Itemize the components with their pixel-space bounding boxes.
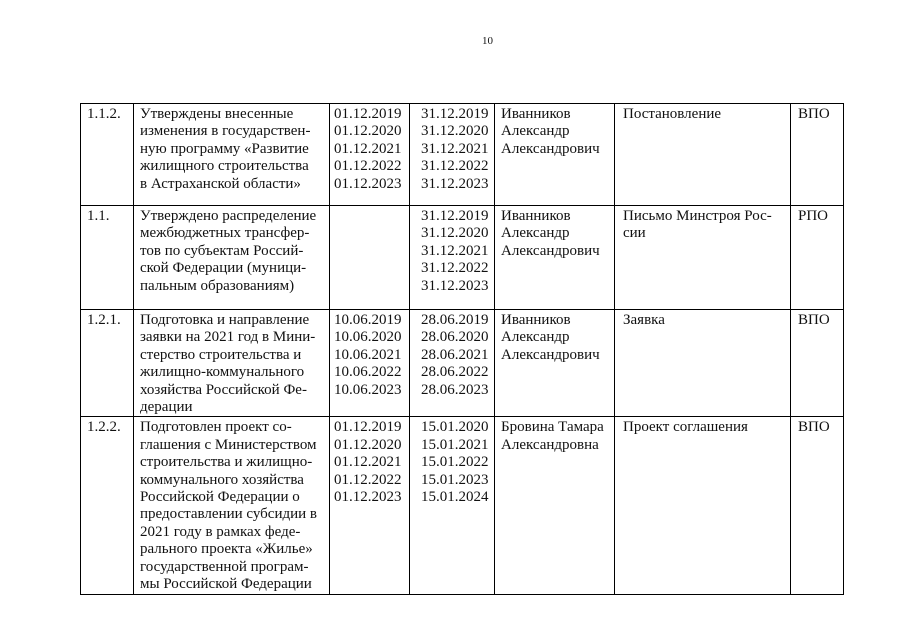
description-line: дерации	[140, 399, 193, 416]
description-line: пальным образованиям)	[140, 277, 295, 294]
description-line: ской Федерации (муници-	[140, 260, 307, 277]
start-date: 01.12.2019	[334, 106, 402, 122]
description-line: заявки на 2021 год в Мини-	[140, 329, 316, 346]
start-date: 01.12.2020	[334, 436, 402, 453]
start-date: 01.12.2021	[334, 140, 402, 157]
start-date: 01.12.2022	[334, 158, 402, 175]
item-number-cell	[81, 417, 134, 594]
document-cell	[615, 417, 791, 594]
end-date: 31.12.2022	[421, 158, 489, 175]
item-number-cell	[81, 206, 134, 310]
end-date: 31.12.2019	[421, 106, 489, 122]
start-dates-cell	[330, 417, 410, 594]
description-line: рального проекта «Жилье»	[140, 541, 313, 558]
description-line: тов по субъектам Россий-	[140, 242, 304, 259]
responsible-line: Иванников	[501, 208, 571, 224]
description-line: хозяйства Российской Фе-	[140, 381, 307, 398]
document-line: Постановление	[623, 106, 722, 122]
description-line: ную программу «Развитие	[140, 140, 309, 157]
responsible-line: Александр	[501, 329, 570, 346]
end-date: 15.01.2023	[421, 471, 489, 488]
end-date: 28.06.2021	[421, 346, 489, 363]
start-date: 10.06.2021	[334, 346, 402, 363]
end-date: 15.01.2022	[421, 454, 489, 471]
end-date: 15.01.2021	[421, 436, 489, 453]
responsible-cell	[495, 206, 615, 310]
end-dates-cell	[410, 104, 495, 206]
item-number: 1.1.	[87, 208, 110, 224]
item-number: 1.2.2.	[87, 419, 121, 436]
end-date: 31.12.2023	[421, 175, 489, 192]
end-date: 31.12.2022	[421, 260, 489, 277]
end-date: 31.12.2020	[421, 225, 489, 242]
document-type: РПО	[798, 208, 829, 224]
description-line: межбюджетных трансфер-	[140, 225, 310, 242]
document-type: ВПО	[798, 312, 830, 328]
description-line: жилищного строительства	[140, 158, 309, 175]
description-cell	[134, 206, 330, 310]
description-line: Утверждены внесенные	[140, 106, 294, 122]
start-date: 01.12.2021	[334, 454, 402, 471]
end-date: 28.06.2023	[421, 381, 489, 398]
responsible-line: Александрович	[501, 140, 600, 157]
end-date: 31.12.2023	[421, 277, 489, 294]
table-row	[81, 206, 844, 310]
start-dates-cell	[330, 310, 410, 417]
responsible-line: Александр	[501, 123, 570, 140]
item-number-cell	[81, 104, 134, 206]
description-cell	[134, 417, 330, 594]
start-dates-cell	[330, 104, 410, 206]
document-cell	[615, 310, 791, 417]
description-line: предоставлении субсидии в	[140, 506, 318, 523]
description-line: глашения с Министерством	[140, 436, 317, 453]
start-date: 10.06.2022	[334, 364, 402, 381]
end-date: 28.06.2019	[421, 312, 489, 328]
end-date: 28.06.2020	[421, 329, 489, 346]
description-line: Подготовлен проект со-	[140, 419, 292, 436]
start-date: 10.06.2019	[334, 312, 402, 328]
responsible-cell	[495, 310, 615, 417]
page-number: 10	[482, 35, 493, 47]
responsible-line: Александровна	[501, 436, 599, 453]
responsible-line: Иванников	[501, 312, 571, 328]
responsible-cell	[495, 417, 615, 594]
end-date: 31.12.2019	[421, 208, 489, 224]
table-row	[81, 104, 844, 206]
description-line: коммунального хозяйства	[140, 471, 304, 488]
item-number: 1.1.2.	[87, 106, 121, 122]
responsible-line: Иванников	[501, 106, 571, 122]
item-number-cell	[81, 310, 134, 417]
description-line: изменения в государствен-	[140, 123, 311, 140]
start-dates-cell	[330, 206, 410, 310]
end-dates-cell	[410, 206, 495, 310]
document-type: ВПО	[798, 419, 830, 436]
description-line: мы Российской Федерации	[140, 576, 312, 593]
description-cell	[134, 104, 330, 206]
document-type-cell	[791, 104, 844, 206]
document-line: Заявка	[623, 312, 665, 328]
description-line: в Астраханской области»	[140, 175, 301, 192]
document-line: Проект соглашения	[623, 419, 748, 436]
responsible-cell	[495, 104, 615, 206]
document-type-cell	[791, 206, 844, 310]
end-date: 31.12.2021	[421, 140, 489, 157]
end-date: 31.12.2020	[421, 123, 489, 140]
end-date: 15.01.2020	[421, 419, 489, 436]
responsible-line: Александрович	[501, 346, 600, 363]
start-date: 10.06.2023	[334, 381, 402, 398]
description-cell	[134, 310, 330, 417]
plan-table	[80, 103, 844, 595]
description-line: жилищно-коммунального	[140, 364, 305, 381]
item-number: 1.2.1.	[87, 312, 121, 328]
document-type-cell	[791, 417, 844, 594]
end-date: 15.01.2024	[421, 489, 489, 506]
document-cell	[615, 206, 791, 310]
table-row	[81, 417, 844, 594]
document-type-cell	[791, 310, 844, 417]
end-date: 28.06.2022	[421, 364, 489, 381]
description-line: Подготовка и направление	[140, 312, 310, 328]
document-line: Письмо Минстроя Рос-	[623, 208, 772, 224]
end-dates-cell	[410, 417, 495, 594]
start-date: 01.12.2022	[334, 471, 402, 488]
start-date: 01.12.2020	[334, 123, 402, 140]
table-row	[81, 310, 844, 417]
document-line: сии	[623, 225, 646, 242]
responsible-line: Александрович	[501, 242, 600, 259]
description-line: Утверждено распределение	[140, 208, 317, 224]
start-date: 10.06.2020	[334, 329, 402, 346]
start-date: 01.12.2023	[334, 489, 402, 506]
responsible-line: Бровина Тамара	[501, 419, 604, 436]
description-line: государственной програм-	[140, 558, 309, 575]
responsible-line: Александр	[501, 225, 570, 242]
start-date: 01.12.2019	[334, 419, 402, 436]
description-line: Российской Федерации о	[140, 489, 300, 506]
end-dates-cell	[410, 310, 495, 417]
description-line: 2021 году в рамках феде-	[140, 523, 301, 540]
document-cell	[615, 104, 791, 206]
description-line: стерство строительства и	[140, 346, 302, 363]
start-date: 01.12.2023	[334, 175, 402, 192]
description-line: строительства и жилищно-	[140, 454, 313, 471]
document-type: ВПО	[798, 106, 830, 122]
end-date: 31.12.2021	[421, 242, 489, 259]
table-body	[81, 104, 844, 595]
